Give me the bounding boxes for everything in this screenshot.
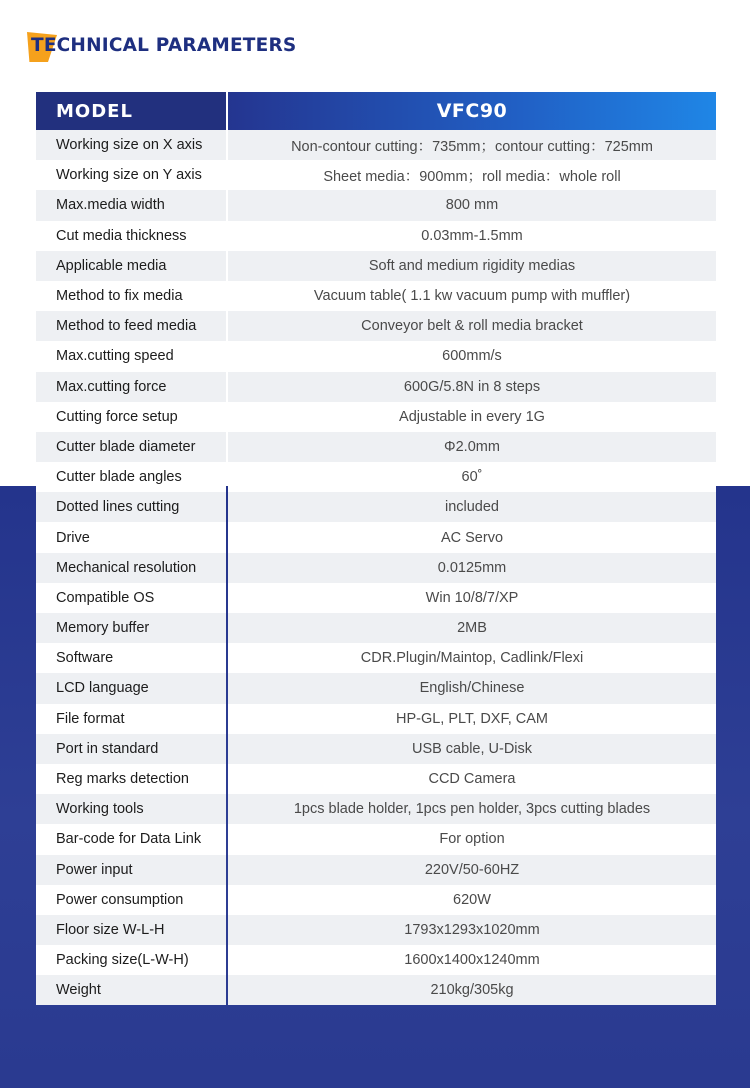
parameter-value: CDR.Plugin/Maintop, Cadlink/Flexi [228, 643, 716, 673]
spec-table [36, 92, 716, 1005]
table-row [36, 190, 716, 220]
table-row [36, 372, 716, 402]
parameter-label: Compatible OS [36, 583, 226, 613]
table-row [36, 221, 716, 251]
table-row [36, 643, 716, 673]
table-row [36, 855, 716, 885]
table-row [36, 553, 716, 583]
parameter-label: Weight [36, 975, 226, 1005]
table-row [36, 522, 716, 552]
parameter-value: 60˚ [228, 462, 716, 492]
table-row [36, 704, 716, 734]
parameter-value: 210kg/305kg [228, 975, 716, 1005]
parameter-value: 0.03mm-1.5mm [228, 221, 716, 251]
table-header [36, 92, 716, 130]
parameter-label: Applicable media [36, 251, 226, 281]
table-row [36, 341, 716, 371]
table-row [36, 945, 716, 975]
parameter-value: Soft and medium rigidity medias [228, 251, 716, 281]
parameter-value: Win 10/8/7/XP [228, 583, 716, 613]
header-model-name: VFC90 [228, 92, 716, 130]
parameter-value: 0.0125mm [228, 553, 716, 583]
parameter-value: For option [228, 824, 716, 854]
table-row [36, 673, 716, 703]
parameter-label: Dotted lines cutting [36, 492, 226, 522]
parameter-label: LCD language [36, 673, 226, 703]
table-row [36, 492, 716, 522]
table-row [36, 251, 716, 281]
parameter-value: 600G/5.8N in 8 steps [228, 372, 716, 402]
parameter-label: Drive [36, 522, 226, 552]
parameter-label: Method to fix media [36, 281, 226, 311]
parameter-value: 2MB [228, 613, 716, 643]
parameter-label: Cut media thickness [36, 221, 226, 251]
table-row [36, 824, 716, 854]
parameter-label: Max.cutting speed [36, 341, 226, 371]
section-title: TECHNICAL PARAMETERS [31, 34, 297, 56]
parameter-value: AC Servo [228, 522, 716, 552]
parameter-label: Memory buffer [36, 613, 226, 643]
parameter-label: Working tools [36, 794, 226, 824]
table-row [36, 402, 716, 432]
parameter-label: Cutter blade diameter [36, 432, 226, 462]
table-row [36, 281, 716, 311]
parameter-value: Conveyor belt & roll media bracket [228, 311, 716, 341]
parameter-label: Cutting force setup [36, 402, 226, 432]
parameter-value: 800 mm [228, 190, 716, 220]
table-row [36, 915, 716, 945]
parameter-value: 1793x1293x1020mm [228, 915, 716, 945]
table-row [36, 885, 716, 915]
table-row [36, 130, 716, 160]
parameter-label: Power input [36, 855, 226, 885]
table-row [36, 311, 716, 341]
table-body [36, 130, 716, 1005]
parameter-value: Adjustable in every 1G [228, 402, 716, 432]
section-heading [27, 28, 296, 62]
parameter-label: Port in standard [36, 734, 226, 764]
parameter-value: 1pcs blade holder, 1pcs pen holder, 3pcs cutting blades [228, 794, 716, 824]
table-row [36, 583, 716, 613]
parameter-label: Max.cutting force [36, 372, 226, 402]
parameter-label: Reg marks detection [36, 764, 226, 794]
parameter-value: USB cable, U-Disk [228, 734, 716, 764]
table-row [36, 734, 716, 764]
table-row [36, 160, 716, 190]
parameter-label: Working size on X axis [36, 130, 226, 160]
parameter-label: Working size on Y axis [36, 160, 226, 190]
parameter-value: Φ2.0mm [228, 432, 716, 462]
parameter-label: Power consumption [36, 885, 226, 915]
parameter-label: Mechanical resolution [36, 553, 226, 583]
table-row [36, 462, 716, 492]
parameter-label: Bar-code for Data Link [36, 824, 226, 854]
parameter-value: HP-GL, PLT, DXF, CAM [228, 704, 716, 734]
parameter-value: English/Chinese [228, 673, 716, 703]
parameter-value: 600mm/s [228, 341, 716, 371]
parameter-value: 1600x1400x1240mm [228, 945, 716, 975]
table-row [36, 613, 716, 643]
table-row [36, 975, 716, 1005]
table-row [36, 794, 716, 824]
parameter-value: Vacuum table( 1.1 kw vacuum pump with muffler) [228, 281, 716, 311]
parameter-value: CCD Camera [228, 764, 716, 794]
parameter-label: Packing size(L-W-H) [36, 945, 226, 975]
parameter-label: Method to feed media [36, 311, 226, 341]
parameter-label: Software [36, 643, 226, 673]
table-row [36, 764, 716, 794]
parameter-label: File format [36, 704, 226, 734]
parameter-value: Non-contour cutting：735mm；contour cutting：725mm [228, 130, 716, 160]
parameter-value: 620W [228, 885, 716, 915]
parameter-value: Sheet media：900mm；roll media：whole roll [228, 160, 716, 190]
parameter-label: Max.media width [36, 190, 226, 220]
parameter-value: included [228, 492, 716, 522]
header-model-label: MODEL [36, 92, 226, 130]
parameter-value: 220V/50-60HZ [228, 855, 716, 885]
parameter-label: Floor size W-L-H [36, 915, 226, 945]
parameter-label: Cutter blade angles [36, 462, 226, 492]
table-row [36, 432, 716, 462]
